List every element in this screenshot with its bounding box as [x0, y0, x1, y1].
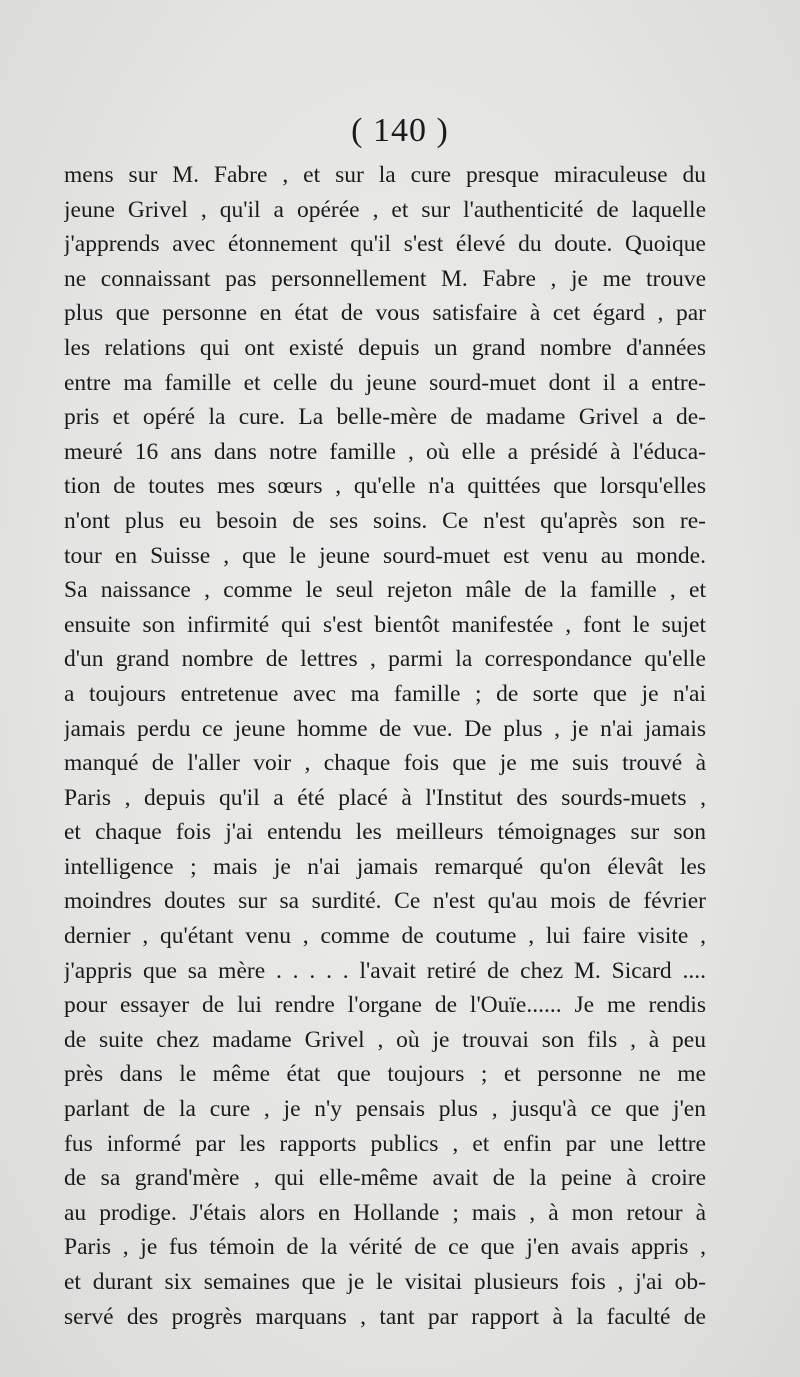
text-line: tour en Suisse , que le jeune sourd-muet est venu au monde.	[64, 542, 706, 569]
text-line: fus informé par les rapports publics , et enfin par une lettre	[64, 1130, 706, 1157]
text-line: pris et opéré la cure. La belle-mère de madame Grivel a de-	[64, 404, 706, 431]
text-line: servé des progrès marquans , tant par rapport à la faculté de	[64, 1303, 706, 1330]
text-line: a toujours entretenue avec ma famille ; de sorte que je n'ai	[64, 680, 706, 707]
page-number: ( 140 )	[351, 112, 449, 149]
text-line: meuré 16 ans dans notre famille , où elle a présidé à l'éduca-	[64, 438, 706, 465]
text-line: tion de toutes mes sœurs , qu'elle n'a quittées que lorsqu'elles	[64, 473, 706, 500]
text-line: j'apprends avec étonnement qu'il s'est élevé du doute. Quoique	[64, 231, 706, 258]
text-line: de sa grand'mère , qui elle-même avait de la peine à croire	[64, 1165, 706, 1192]
body-text	[64, 158, 706, 1334]
text-line: Sa naissance , comme le seul rejeton mâle de la famille , et	[64, 577, 706, 604]
text-line: au prodige. J'étais alors en Hollande ; mais , à mon retour à	[64, 1199, 706, 1226]
text-line: ensuite son infirmité qui s'est bientôt manifestée , font le sujet	[64, 611, 706, 638]
text-line: et chaque fois j'ai entendu les meilleurs témoignages sur son	[64, 819, 706, 846]
text-line: jamais perdu ce jeune homme de vue. De plus , je n'ai jamais	[64, 715, 706, 742]
text-line: d'un grand nombre de lettres , parmi la correspondance qu'elle	[64, 646, 706, 673]
text-line: jeune Grivel , qu'il a opérée , et sur l'authenticité de laquelle	[64, 196, 706, 223]
text-line: ne connaissant pas personnellement M. Fabre , je me trouve	[64, 265, 706, 292]
text-line: Paris , je fus témoin de la vérité de ce que j'en avais appris ,	[64, 1234, 706, 1261]
text-line: parlant de la cure , je n'y pensais plus , jusqu'à ce que j'en	[64, 1096, 706, 1123]
text-line: plus que personne en état de vous satisfaire à cet égard , par	[64, 300, 706, 327]
text-line: entre ma famille et celle du jeune sourd-muet dont il a entre-	[64, 369, 706, 396]
text-line: n'ont plus eu besoin de ses soins. Ce n'est qu'après son re-	[64, 507, 706, 534]
text-line: j'appris que sa mère . . . . . l'avait retiré de chez M. Sicard ....	[64, 957, 706, 984]
text-line: intelligence ; mais je n'ai jamais remarqué qu'on élevât les	[64, 853, 706, 880]
text-line: moindres doutes sur sa surdité. Ce n'est qu'au mois de février	[64, 888, 706, 915]
text-line: près dans le même état que toujours ; et personne ne me	[64, 1061, 706, 1088]
text-line: pour essayer de lui rendre l'organe de l'Ouïe...... Je me rendis	[64, 992, 706, 1019]
text-line: dernier , qu'étant venu , comme de coutume , lui faire visite ,	[64, 923, 706, 950]
text-line: et durant six semaines que je le visitai plusieurs fois , j'ai ob-	[64, 1269, 706, 1295]
text-line: manqué de l'aller voir , chaque fois que je me suis trouvé à	[64, 750, 706, 777]
text-line: Paris , depuis qu'il a été placé à l'Institut des sourds-muets ,	[64, 784, 706, 811]
text-line: mens sur M. Fabre , et sur la cure presque miraculeuse du	[64, 162, 706, 188]
text-line: de suite chez madame Grivel , où je trouvai son fils , à peu	[64, 1026, 706, 1053]
text-line: les relations qui ont existé depuis un grand nombre d'années	[64, 334, 706, 361]
